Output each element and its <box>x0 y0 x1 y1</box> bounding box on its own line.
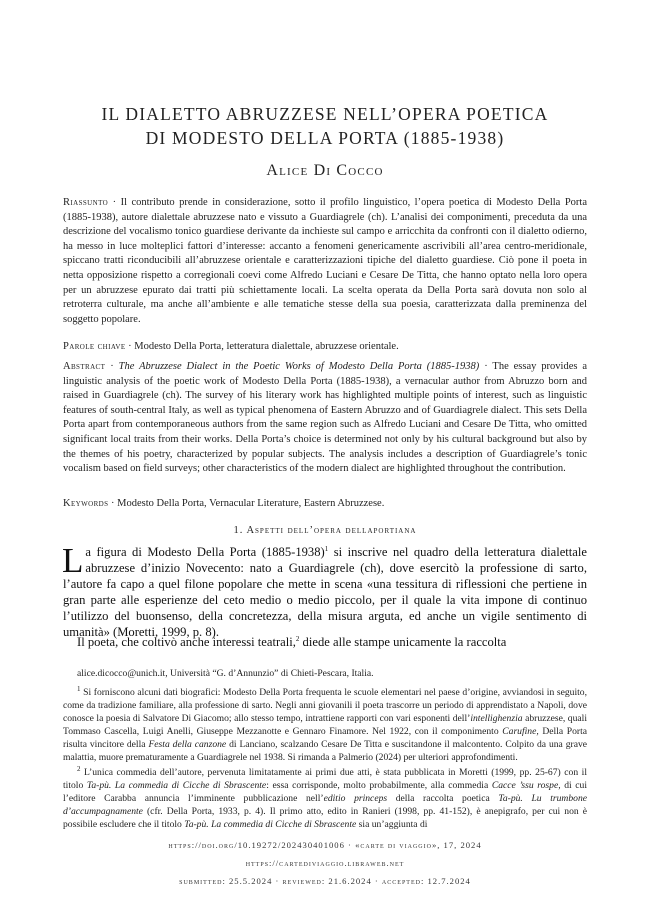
body-paragraph-2 <box>63 634 587 650</box>
footnote-1-text-a: Si forniscono alcuni dati biografici: Modesto Della Porta frequenta le scuole elementari nel paese d’origine, avviandosi in seguito, come da tradizione familiare, alla professione di sarto. Negli anni giovanili il poeta trascorre un periodo di apprendistato a Napoli, dove conosce la poesia di Salvatore Di Giacomo; allo stesso tempo, intrattiene rapporti con vari esponenti dell’ <box>63 687 587 724</box>
title-line-1: IL DIALETTO ABRUZZESE NELL’OPERA POETICA <box>101 104 549 124</box>
parole-label: Parole chiave <box>63 341 126 352</box>
para1-text-b: si inscrive nel quadro della letteratura dialettale abruzzese d’inizio Novecento: nato a Guardiagrele (ch), dove esercitò la professione di sarto, l’autore fa capo a quel filone popolare che mette in scena «una tessitura di riflessioni che pertiene in gran parte alle esperienze del ceto medio o medio piccolo, per il quale la vita impone di continuo l’utilizzo del buonsenso, della concretezza, della misura arguta, ed anche un vigile sentimento di umanità» (Moretti, 1999, p. 8). <box>63 545 587 639</box>
abstract-block <box>63 360 587 477</box>
footnote-1-italic-3: Festa della canzone <box>148 739 227 750</box>
abstract-label: Abstract <box>63 361 106 372</box>
footnote-2-italic-2: Cacce ’ssu rospe, <box>491 780 561 791</box>
riassunto-sep: · <box>108 197 121 208</box>
footer-website[interactable]: https://cartediviaggio.libraweb.net <box>245 858 405 868</box>
abstract-title: The Abruzzese Dialect in the Poetic Works of Modesto Della Porta (1885-1938) <box>118 361 480 372</box>
article-title <box>63 102 587 150</box>
footer-doi[interactable]: https://doi.org/10.19272/202430401006 · «carte di viaggio», 17, 2024 <box>168 840 482 850</box>
footnote-2-text-a: L’unica commedia dell’autore, pervenuta limitatamente ai primi due atti, è stata pubblicata in Moretti (1999, pp. 25-67) con il titolo <box>63 767 587 791</box>
footnote-2-italic-1: Ta-pù. La commedia di Cicche di Sbrascente <box>86 780 267 791</box>
affiliation-note: alice.dicocco@unich.it, Università “G. d’Annunzio” di Chieti-Pescara, Italia. <box>77 668 374 679</box>
footnote-1 <box>63 686 587 764</box>
riassunto-block <box>63 196 587 327</box>
keywords-sep: · <box>108 498 118 509</box>
abstract-text: The essay provides a linguistic analysis of the poetic work of Modesto Della Porta (1885-1938), a vernacular author from Abruzzo born and raised in Guardiagrele (ch). The survey of his literary work has highlighted multiple points of interest, such as linguistic features of south-central Italy, as well as typical phenomena of Eastern Abruzzo and of Guardiagrele dialect. This sets Della Porta apart from contemporaneous authors from the same region such as Alfredo Luciani and Cesare De Titta, who omitted significant local traits from their works. Della Porta’s choice is determined not only by his cultural background but also by the themes of his poetry, characterized by popular subjects. The analysis includes a description of Guardiagrele’s tonic vocalism based on field surveys; other characteristics of the modern dialect are highlighted throughout the contribution. <box>63 361 588 475</box>
footnote-1-text-b: abruzzese, quali Tommaso Cascella, Luigi Anelli, Giuseppe Mezzanotte e Gennaro Finamore. Nel 1922, con il componimento <box>63 713 587 737</box>
footnote-ref-1[interactable]: 1 <box>324 544 329 553</box>
footnote-2-text-d: della raccolta poetica <box>387 793 499 804</box>
keywords-block <box>63 497 587 512</box>
para1-text-a: a figura di Modesto Della Porta (1885-1938) <box>85 545 325 559</box>
para2-text-a: Il poeta, che coltivò anche interessi teatrali, <box>77 635 296 649</box>
footnote-2-text-c: di cui l’editore Carabba annuncia l’imminente pubblicazione nell’ <box>63 780 588 804</box>
parole-chiave-block <box>63 340 587 355</box>
parole-sep: · <box>125 341 135 352</box>
footnote-2-text-f: sia un’aggiunta di <box>356 819 428 830</box>
riassunto-label: Riassunto <box>63 197 109 208</box>
parole-text: Modesto Della Porta, letteratura dialettale, abruzzese orientale. <box>134 341 399 352</box>
section-heading: 1. Aspetti dell’opera dellaportiana <box>233 525 417 536</box>
riassunto-text: Il contributo prende in considerazione, sotto il profilo linguistico, l’opera poetica di Modesto Della Porta (1885-1938), autore dialettale abruzzese nato e vissuto a Guardiagrele (ch). L’analisi dei componimenti, preceduta da una descrizione del vocalismo tonico guardiese derivante da inchieste sul campo e arricchita da confronti con il dialetto odierno, ha messo in luce molteplici fattori d’interesse: accanto a fenomeni genericamente ascrivibili all’area centro-meridionale, spiccano tratti riconducibili all’abruzzese orientale e caratterizzazioni tipiche del dialetto guardiese. Ciò pone il poeta in netta opposizione rispetto a corregionali coevi come Alfredo Luciani e Cesare De Titta, che hanno optato nella loro opera per un abruzzese epurato dai tratti più schiettamente locali. La scelta operata da Della Porta sarà dovuta non solo al retroterra culturale, ma anche all’ambiente e alle tematiche stesse della sua poesia, caratterizzata dalla preminenza del soggetto popolare. <box>63 197 587 325</box>
footnote-ref-2[interactable]: 2 <box>295 634 300 643</box>
para2-text-b: diede alle stampe unicamente la raccolta <box>299 635 507 649</box>
footnote-1-text-c: Della Porta risulta vincitore della <box>63 726 587 750</box>
footnote-2-number: 2 <box>77 764 81 773</box>
body-paragraph-1 <box>62 541 587 640</box>
footnote-2-italic-3: editio princeps <box>323 793 388 804</box>
footnote-2-text-b: : essa corrisponde, molto probabilmente, alla commedia <box>266 780 492 791</box>
keywords-text: Modesto Della Porta, Vernacular Literature, Eastern Abruzzese. <box>117 498 385 509</box>
drop-cap: L <box>62 541 84 580</box>
title-line-2: DI MODESTO DELLA PORTA (1885-1938) <box>145 128 505 148</box>
author-name: Alice Di Cocco <box>266 162 384 179</box>
footnote-2-italic-5: Ta-pù. La commedia di Cicche di Sbrascente <box>184 819 357 830</box>
footnote-1-italic-1: intellighenzia <box>470 713 523 724</box>
footnote-2-text-e: (cfr. Della Porta, 1933, p. 4). Il primo atto, edito in Ranieri (1998, pp. 41-152), è anepigrafo, per cui non è possibile escludere che il titolo <box>63 806 587 830</box>
footnote-2-italic-4: Ta-pù. Lu trumbone d’accumpagnamente <box>63 793 587 817</box>
abstract-sep-2: · <box>479 361 493 372</box>
abstract-sep: · <box>105 361 119 372</box>
footnote-2 <box>63 766 587 831</box>
footnote-1-italic-2: Carufine, <box>502 726 539 737</box>
keywords-label: Keywords <box>63 498 109 509</box>
footnote-1-number: 1 <box>77 684 81 693</box>
footnote-1-text-d: di Lanciano, scalzando Cesare De Titta e suscitandone il malcontento. Colpito da una grave malattia, muore prematuramente a Guardiagrele nel 1938. Si rimanda a Palmerio (2024) per ulteriori approfondimenti. <box>63 739 588 763</box>
footer-dates: submitted: 25.5.2024 · reviewed: 21.6.2024 · accepted: 12.7.2024 <box>179 876 471 886</box>
